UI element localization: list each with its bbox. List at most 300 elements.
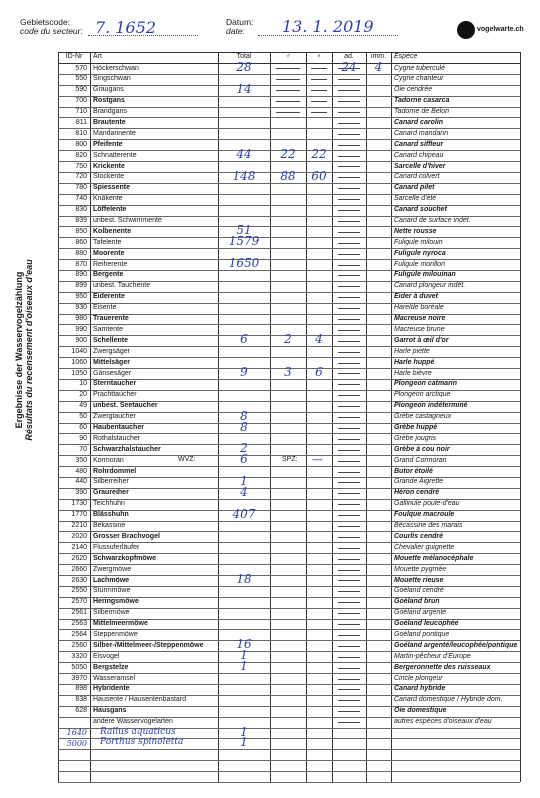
age-dash: [338, 166, 360, 167]
row-id: 2210: [71, 522, 87, 530]
row-id: 1640: [66, 728, 87, 738]
age-dash: [338, 145, 360, 146]
row-species-fr: Canard siffleur: [394, 140, 444, 148]
row-species-de: Zwergmöwe: [93, 565, 132, 573]
sex-dash: [276, 68, 300, 69]
row-species-de: Eiderente: [93, 293, 125, 301]
bird-logo-icon: [457, 21, 475, 39]
row-species-fr: Bergeronnette des ruisseaux: [394, 663, 491, 671]
row-species-fr: Nette rousse: [394, 227, 437, 235]
age-dash: [338, 428, 360, 429]
age-dash: [338, 635, 360, 636]
date-label-fr: date:: [226, 26, 245, 36]
age-dash: [338, 177, 360, 178]
row-id: 2561: [71, 609, 87, 617]
row-id: 1770: [71, 511, 87, 519]
age-dash: [338, 591, 360, 592]
row-species-fr: Tadorne casarca: [394, 97, 450, 105]
age-dash: [338, 265, 360, 266]
age-dash: [338, 275, 360, 276]
row-id: 898: [75, 685, 87, 693]
row-species-de: Silberreiher: [93, 478, 129, 486]
side-title-fr: Résultats du recensement d'oiseaux d'eau: [24, 259, 34, 441]
row-species-fr: Sarcelle d'été: [394, 195, 437, 203]
row-species-de: Sterntaucher: [93, 380, 137, 388]
row-id: 2564: [71, 630, 87, 638]
row-species-fr: Grand Cormoran: [394, 456, 447, 464]
age-dash: [338, 493, 360, 494]
row-species-fr: Plongeon arctique: [394, 391, 451, 399]
row-male[interactable]: 2: [284, 332, 292, 347]
row-total[interactable]: 2: [240, 441, 248, 456]
row-species-fr: Cygne chanteur: [394, 75, 444, 83]
row-total[interactable]: 51: [236, 223, 252, 238]
row-species-de: Hausente / Hausentenbastard: [93, 696, 187, 704]
age-dash: [338, 722, 360, 723]
row-male[interactable]: 88: [280, 168, 296, 183]
row-species-de: Trauerente: [93, 315, 129, 323]
sex-dash: [311, 68, 327, 69]
age-dash: [338, 243, 360, 244]
row-id: 980: [75, 315, 87, 323]
row-species-de: Rohrdommel: [93, 467, 137, 475]
row-species-fr: Canard chipeau: [394, 151, 444, 159]
row-species-fr: Sarcelle d'hiver: [394, 162, 446, 170]
side-title-de: Ergebnisse der Wasservogelzählung: [14, 271, 24, 429]
age-dash: [338, 700, 360, 701]
row-id: 950: [75, 293, 87, 301]
row-species-fr: Goéland brun: [394, 598, 440, 606]
age-dash: [338, 79, 360, 80]
row-species-fr: Eider à duvet: [394, 293, 438, 301]
row-species-de: Silber-/Mittelmeer-/Steppenmöwe: [93, 641, 204, 649]
row-species-de: Schwarzkopfmöwe: [93, 554, 157, 562]
row-species-de: Lachmöwe: [93, 576, 130, 584]
row-species-de: Höckerschwan: [93, 64, 139, 72]
row-species-fr: Canard carolin: [394, 118, 444, 126]
vogelwarte-logo: [457, 21, 529, 41]
age-dash: [338, 101, 360, 102]
row-species-de: Spiessente: [93, 184, 130, 192]
row-total[interactable]: 1: [240, 473, 248, 488]
age-dash: [338, 406, 360, 407]
row-id: 700: [75, 97, 87, 105]
row-female[interactable]: 22: [311, 147, 327, 162]
row-species-fr: Mouette rieuse: [394, 576, 444, 584]
sex-dash: [311, 79, 327, 80]
row-species-de: Rostgans: [93, 97, 125, 105]
row-species-de: Schellente: [93, 336, 129, 344]
row-species-de: Prachttaucher: [93, 391, 137, 399]
row-species-de: Silbermöwe: [93, 609, 130, 617]
row-id: 590: [75, 86, 87, 94]
row-species-de: unbest. Schwimmente: [93, 217, 162, 224]
row-species-fr: Fuligule nyroca: [394, 249, 446, 257]
row-id: 990: [75, 325, 87, 333]
age-dash: [338, 341, 360, 342]
row-species-fr: Grèbe castagneux: [394, 413, 452, 421]
row-species-de: Löffelente: [93, 206, 127, 214]
header-art: Art: [93, 53, 102, 60]
side-title: [14, 160, 54, 540]
spz-label: SPZ:: [282, 456, 298, 464]
row-species-fr: Bécassine des marais: [394, 522, 463, 530]
row-species-fr: Grèbe jougris: [394, 434, 437, 442]
row-id: 350: [75, 456, 87, 464]
row-species-de: Zwergsäger: [93, 347, 130, 355]
row-species-fr: Plongeon indéterminé: [394, 402, 468, 410]
row-species-de: Brautente: [93, 118, 126, 126]
row-species-fr: Goéland argenté: [394, 609, 447, 617]
age-dash: [338, 221, 360, 222]
row-id: 800: [75, 140, 87, 148]
row-species-de: andere Wasservogelarten: [93, 718, 173, 726]
row-id: 2563: [71, 620, 87, 628]
row-total[interactable]: 1: [240, 648, 248, 663]
row-species-de: Haubentaucher: [93, 424, 144, 431]
row-id: 2140: [71, 543, 87, 551]
row-id: 1060: [71, 358, 87, 366]
row-species-fr: Martin-pêcheur d'Europe: [394, 652, 471, 660]
row-id: 50: [79, 413, 87, 421]
age-dash: [338, 308, 360, 309]
age-dash: [338, 232, 360, 233]
row-id: 820: [75, 151, 87, 159]
row-id: 710: [75, 108, 87, 116]
row-species-de: Brandgans: [93, 108, 127, 116]
row-id: 860: [75, 238, 87, 246]
row-total[interactable]: 1650: [228, 256, 260, 271]
row-species-de: Mandarinente: [93, 129, 136, 137]
row-species-de[interactable]: Porthus spinoletta: [100, 737, 184, 748]
row-species-fr: Harle huppé: [394, 358, 435, 366]
date-label-de: Datum:: [226, 17, 254, 27]
row-line: [58, 760, 520, 761]
row-species-fr: Fuligule morillon: [394, 260, 445, 268]
row-id: 1050: [71, 369, 87, 377]
age-dash: [338, 90, 360, 91]
row-species-fr: Goéland pontique: [394, 630, 450, 638]
sex-dash: [276, 101, 300, 102]
row-species-de: Gänsesäger: [93, 369, 132, 377]
row-id: 890: [75, 271, 87, 279]
age-dash: [338, 450, 360, 451]
spz-value[interactable]: —: [312, 453, 323, 467]
row-id: 899: [75, 282, 87, 290]
row-species-fr: Grèbe à cou noir: [394, 445, 450, 453]
age-dash: [338, 580, 360, 581]
row-species-fr: Fuligule milouinan: [394, 271, 456, 279]
header-esp: Espèce: [394, 53, 418, 60]
age-dash: [338, 482, 360, 483]
row-species-fr: Canard plongeur indét.: [394, 282, 466, 290]
age-dash: [338, 559, 360, 560]
age-dash: [338, 352, 360, 353]
header-imm: imm.: [370, 53, 387, 60]
age-dash: [338, 123, 360, 124]
row-id: 3320: [71, 652, 87, 660]
row-species-fr: Oie cendrée: [394, 86, 433, 94]
row-id: 60: [79, 424, 87, 431]
age-dash: [338, 384, 360, 385]
row-species-de: Bergente: [93, 271, 124, 279]
row-total[interactable]: 9: [240, 365, 248, 380]
row-species-de: Zwergtaucher: [93, 413, 136, 421]
row-total[interactable]: 1579: [228, 234, 260, 249]
area-code-label: [20, 18, 83, 36]
row-line: [58, 771, 520, 772]
row-species-fr: Canard domestique / Hybride dom.: [394, 696, 503, 704]
row-species-fr: Macreuse noire: [394, 315, 446, 323]
row-id: 628: [75, 707, 87, 715]
date-label: [226, 18, 253, 36]
row-species-de: Kormoran: [93, 456, 124, 464]
row-species-de: unbest. Tauchente: [93, 282, 151, 290]
row-id: 5000: [66, 738, 87, 748]
row-species-fr: Goéland cendré: [394, 587, 444, 595]
row-id: 2660: [71, 565, 87, 573]
count-table: [58, 52, 520, 782]
row-id: 2570: [71, 598, 87, 606]
row-species-fr: Canard de surface indét.: [394, 217, 471, 224]
row-species-de: Knäkente: [93, 195, 123, 203]
row-id: 20: [79, 391, 87, 399]
row-id: 2620: [71, 554, 87, 562]
age-dash: [338, 472, 360, 473]
row-species-fr: Mouette mélanocéphale: [394, 554, 474, 562]
col-line-end: [520, 52, 521, 782]
row-species-de: Schwarzhalstaucher: [93, 445, 161, 453]
row-species-de: Blässhuhn: [93, 511, 129, 519]
row-species-de: Eisente: [93, 304, 117, 312]
row-id: 3970: [71, 674, 87, 682]
row-total[interactable]: 407: [232, 506, 256, 521]
age-dash: [338, 286, 360, 287]
row-species-de: Graureiher: [93, 489, 129, 497]
row-species-fr: Harle bièvre: [394, 369, 432, 377]
row-species-de: Schnatterente: [93, 151, 137, 159]
row-id: 90: [79, 434, 87, 442]
table-top-line: [58, 52, 520, 53]
age-dash: [338, 602, 360, 603]
age-dash: [338, 548, 360, 549]
age-dash: [338, 373, 360, 374]
row-id: 2550: [71, 587, 87, 595]
header-total: Total: [236, 53, 252, 60]
row-id: 390: [75, 489, 87, 497]
row-species-fr: Héron cendré: [394, 489, 440, 497]
row-species-fr: Grèbe huppé: [394, 424, 438, 431]
row-male[interactable]: 3: [284, 365, 292, 380]
row-species-de: Reiherente: [93, 260, 128, 268]
row-species-de: Grosser Brachvogel: [93, 532, 160, 540]
row-female[interactable]: 4: [315, 332, 323, 347]
row-id: 811: [75, 118, 87, 126]
age-dash: [338, 112, 360, 113]
row-species-fr: Goéland argenté/leucophée/pontique: [394, 641, 518, 649]
row-species-fr: Canard hybride: [394, 685, 446, 693]
row-id: 870: [75, 260, 87, 268]
row-id: 880: [75, 249, 87, 257]
row-female[interactable]: 6: [315, 365, 323, 380]
row-id: 1730: [71, 500, 87, 508]
logo-text: vogelwarte.ch: [477, 26, 524, 33]
row-species-de: unbest. Seetaucher: [93, 402, 158, 410]
row-species-de: Stockente: [93, 173, 125, 181]
row-female[interactable]: 60: [311, 168, 327, 183]
row-species-de: Flussuferläufer: [93, 543, 140, 551]
row-species-fr: Courlis cendré: [394, 532, 444, 540]
row-id: 1040: [71, 347, 87, 355]
row-total[interactable]: 14: [236, 81, 252, 96]
age-dash: [338, 254, 360, 255]
row-total[interactable]: 8: [240, 419, 248, 434]
row-total[interactable]: 148: [232, 168, 256, 183]
header-ad: ad.: [344, 53, 354, 60]
row-species-fr: Harle piette: [394, 347, 430, 355]
row-total[interactable]: 28: [236, 60, 252, 74]
row-species-fr: Gallinule poule-d'eau: [394, 500, 460, 508]
age-dash: [338, 657, 360, 658]
row-species-fr: Garrot à œil d'or: [394, 336, 449, 344]
age-dash: [338, 134, 360, 135]
header-male: ♂: [285, 53, 291, 60]
row-immature[interactable]: 4: [374, 60, 383, 74]
age-dash: [338, 504, 360, 505]
row-total[interactable]: 44: [236, 147, 252, 162]
age-dash: [338, 646, 360, 647]
row-species-fr: Grande Aigrette: [394, 478, 444, 486]
row-species-de: Graugans: [93, 86, 124, 94]
row-species-fr: Canard souchet: [394, 206, 447, 214]
row-id: 720: [75, 173, 87, 181]
age-dash: [338, 570, 360, 571]
row-species-de: Mittelmeermöwe: [93, 620, 148, 628]
row-species-de: Samtente: [93, 325, 123, 333]
row-species-fr: Foulque macroule: [394, 511, 455, 519]
row-adult[interactable]: 24: [341, 60, 357, 74]
row-species-de: Teichhuhn: [93, 500, 125, 508]
header-female: ♀: [316, 53, 322, 60]
row-species-de: Eisvogel: [93, 652, 120, 660]
row-id: 10: [79, 380, 87, 388]
sex-dash: [276, 112, 300, 113]
row-species-de: Wasseramsel: [93, 674, 136, 682]
row-total[interactable]: 1: [240, 735, 248, 750]
row-species-fr: Plongeon catmarin: [394, 380, 458, 388]
row-species-de: Mittelsäger: [93, 358, 130, 366]
row-total[interactable]: 1: [240, 724, 248, 739]
row-total[interactable]: 18: [236, 572, 252, 586]
row-id: 570: [75, 64, 87, 72]
row-id: 49: [79, 402, 87, 410]
row-id: 440: [75, 478, 87, 486]
sex-dash: [311, 112, 327, 113]
row-id: 5050: [71, 663, 87, 671]
area-code-label-de: Gebietscode:: [20, 17, 71, 27]
row-species-de: Hausgans: [93, 707, 127, 715]
age-dash: [338, 537, 360, 538]
age-dash: [338, 679, 360, 680]
age-dash: [338, 297, 360, 298]
row-species-fr: Canard mandarin: [394, 129, 449, 137]
row-total[interactable]: 1: [240, 659, 248, 674]
sex-dash: [276, 90, 300, 91]
age-dash: [338, 461, 360, 462]
sex-dash: [311, 101, 327, 102]
row-species-fr: Macreuse brune: [394, 325, 445, 333]
row-id: 780: [75, 184, 87, 192]
row-species-fr: Cincle plongeur: [394, 674, 443, 682]
row-id: 70: [79, 445, 87, 453]
age-dash: [338, 439, 360, 440]
row-id: 830: [75, 206, 87, 214]
date-value[interactable]: 13. 1. 2019: [282, 17, 374, 36]
row-species-fr: Canard colvert: [394, 173, 440, 181]
row-species-fr: Mouette pygmée: [394, 565, 447, 573]
age-dash: [338, 624, 360, 625]
row-species-de: Kolbenente: [93, 227, 132, 235]
row-total[interactable]: 16: [236, 637, 252, 652]
row-total[interactable]: 6: [240, 332, 248, 347]
row-species-fr: Harelde boréale: [394, 304, 444, 312]
row-id: 930: [75, 304, 87, 312]
row-species-de[interactable]: Rallus aquaticus: [100, 726, 176, 737]
age-dash: [338, 689, 360, 690]
sex-dash: [276, 79, 300, 80]
row-id: 740: [75, 195, 87, 203]
row-id: 850: [75, 227, 87, 235]
age-dash: [338, 363, 360, 364]
row-line: [58, 782, 520, 783]
row-species-de: Rothalstaucher: [93, 434, 141, 442]
age-dash: [338, 711, 360, 712]
row-total[interactable]: 8: [240, 408, 248, 423]
age-dash: [338, 199, 360, 200]
row-id: 2630: [71, 576, 87, 584]
row-species-de: Moorente: [93, 249, 125, 257]
age-dash: [338, 188, 360, 189]
row-species-fr: Goéland leucophée: [394, 620, 459, 628]
row-id: 550: [75, 75, 87, 83]
row-id: 900: [75, 336, 87, 344]
age-dash: [338, 613, 360, 614]
row-id: 2020: [71, 532, 87, 540]
row-total[interactable]: 4: [240, 484, 248, 499]
row-male[interactable]: 22: [280, 147, 296, 162]
row-species-de: Pfeifente: [93, 140, 123, 148]
header-id: ID-Nr: [65, 53, 83, 60]
age-dash: [338, 156, 360, 157]
row-species-de: Sturmmöwe: [93, 587, 131, 595]
row-total[interactable]: 6: [240, 452, 248, 467]
age-dash: [338, 395, 360, 396]
row-id: 2560: [71, 641, 87, 649]
area-code-value[interactable]: 7. 1652: [95, 18, 157, 37]
age-dash: [338, 668, 360, 669]
row-species-de: Heringsmöwe: [93, 598, 139, 606]
age-dash: [338, 319, 360, 320]
row-species-fr: Butor étoilé: [394, 467, 433, 475]
age-dash: [338, 526, 360, 527]
area-code-label-fr: code du secteur:: [20, 26, 83, 36]
row-species-fr: Oie domestique: [394, 707, 447, 715]
row-species-fr: Canard pilet: [394, 184, 435, 192]
row-species-fr: Tadorne de Belon: [394, 108, 450, 116]
row-species-de: Steppenmöwe: [93, 630, 138, 638]
row-id: 838: [75, 696, 87, 704]
age-dash: [338, 210, 360, 211]
